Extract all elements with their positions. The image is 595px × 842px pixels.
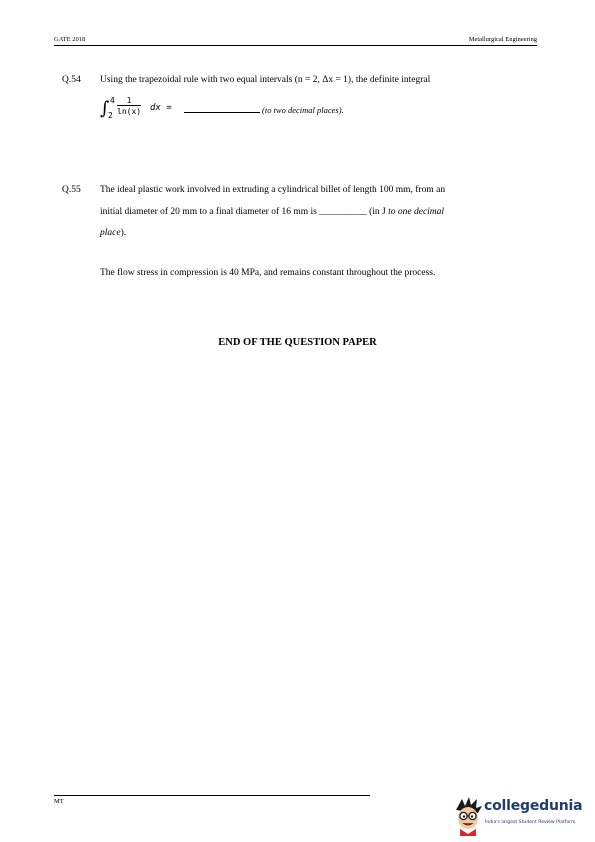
question-text-part: initial diameter of 20 mm to a final diameter of 16 mm is __________ (in J — [100, 207, 389, 217]
integral-sign: ∫ — [100, 98, 110, 119]
question-text-emphasis: to one decimal — [388, 207, 445, 217]
mascot-icon — [452, 796, 484, 836]
fraction-numerator: 1 — [117, 96, 141, 106]
question-text-emphasis: place — [100, 228, 121, 238]
brand-name: collegedunia — [484, 798, 583, 814]
end-of-paper: END OF THE QUESTION PAPER — [218, 337, 377, 348]
answer-blank — [184, 112, 260, 113]
question-text: Using the trapezoidal rule with two equal intervals (n = 2, Δx = 1), the definite integral — [100, 75, 431, 85]
question-number: Q.54 — [62, 75, 81, 85]
header-subject: Metallurgical Engineering — [468, 36, 537, 43]
integrand-fraction — [117, 96, 141, 117]
header-exam-title: GATE 2018 — [54, 36, 86, 43]
collegedunia-logo — [452, 794, 592, 838]
integral-upper-limit: 4 — [110, 96, 115, 105]
integral-lower-limit: 2 — [108, 111, 113, 120]
header-divider — [54, 45, 537, 46]
differential: dx = — [150, 103, 172, 113]
question-text-line-2 — [100, 207, 540, 217]
question-text-part: ). — [120, 228, 127, 238]
question-text-line-3 — [100, 228, 540, 238]
integral-expression — [100, 96, 400, 126]
footer-code: MT — [54, 798, 64, 805]
question-number: Q.55 — [62, 185, 81, 195]
question-note: The flow stress in compression is 40 MPa, and remains constant throughout the process. — [100, 268, 436, 278]
answer-hint: (to two decimal places). — [262, 105, 344, 115]
fraction-denominator: ln(x) — [117, 107, 142, 116]
brand-tagline: India's largest Student Review Platform — [485, 820, 576, 825]
question-text-line-1: The ideal plastic work involved in extruding a cylindrical billet of length 100 mm, from an — [100, 185, 446, 195]
footer-divider — [54, 795, 370, 796]
